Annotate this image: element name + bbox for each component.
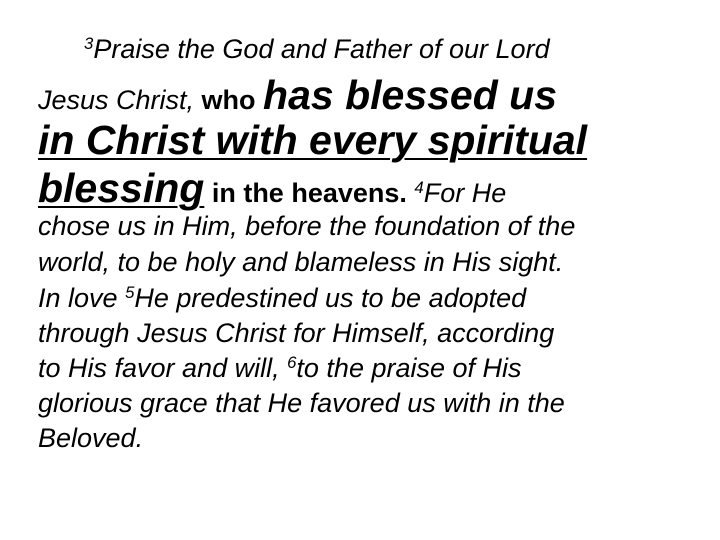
verse-number-3: 3 bbox=[84, 33, 94, 53]
line-text: glorious grace that He favored us with in the bbox=[38, 388, 565, 418]
passage-line-4 bbox=[38, 165, 506, 212]
line-text-italic: For He bbox=[423, 178, 507, 208]
line-text: to His favor and will, bbox=[38, 353, 288, 383]
passage-line-11 bbox=[38, 423, 143, 454]
emphasized-text: blessing bbox=[38, 165, 205, 211]
line-text-bold: who bbox=[201, 85, 264, 115]
passage-line-9 bbox=[38, 353, 522, 384]
line-text: Praise the God and Father of our Lord bbox=[93, 34, 550, 64]
line-text: to the praise of His bbox=[296, 353, 522, 383]
line-text-bold: in the heavens. bbox=[204, 178, 415, 208]
passage-line-5 bbox=[38, 211, 575, 242]
passage-line-7 bbox=[38, 283, 526, 314]
emphasized-text: has blessed us bbox=[263, 72, 558, 118]
passage-line-3 bbox=[38, 117, 587, 164]
passage-line-6 bbox=[38, 247, 563, 278]
line-text: chose us in Him, before the foundation of the bbox=[38, 211, 576, 241]
line-text-italic: Jesus Christ, bbox=[38, 85, 202, 115]
passage-line-8 bbox=[38, 318, 554, 349]
line-text: He predestined us to be adopted bbox=[134, 283, 527, 313]
emphasized-text: in Christ with every spiritual bbox=[38, 117, 588, 163]
passage-line-1 bbox=[84, 34, 550, 65]
verse-number-5: 5 bbox=[125, 282, 135, 302]
line-text: Beloved. bbox=[38, 423, 144, 453]
line-text: world, to be holy and blameless in His sight. bbox=[38, 247, 564, 277]
line-text: In love bbox=[38, 283, 126, 313]
verse-number-4: 4 bbox=[414, 177, 424, 197]
line-text: through Jesus Christ for Himself, according bbox=[38, 318, 555, 348]
passage-line-2 bbox=[38, 72, 557, 119]
passage-line-10 bbox=[38, 388, 565, 419]
verse-number-6: 6 bbox=[287, 352, 297, 372]
